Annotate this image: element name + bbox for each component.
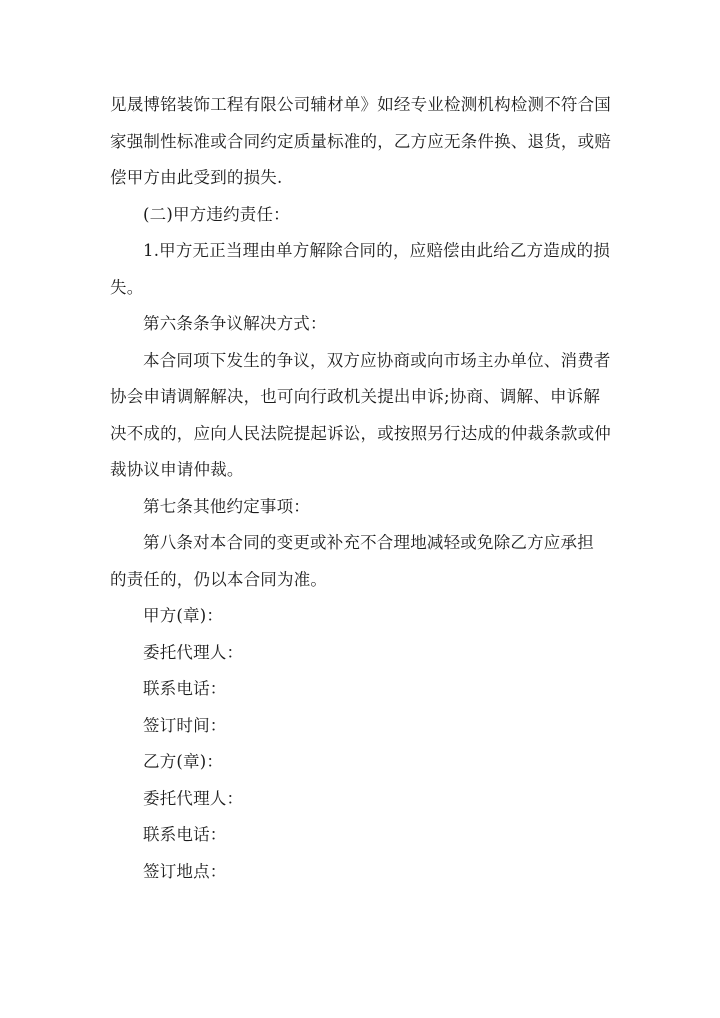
text-line: 本合同项下发生的争议，双方应协商或向市场主办单位、消费者	[143, 350, 611, 370]
signing-time-label: 签订时间：	[143, 715, 227, 735]
party-b-phone-label: 联系电话：	[143, 825, 227, 844]
text-line: 家强制性标准或合同约定质量标准的，乙方应无条件换、退货，或赔	[110, 131, 611, 151]
section-heading-other-terms: 第七条其他约定事项：	[143, 496, 310, 516]
party-a-agent-label: 委托代理人：	[143, 642, 244, 662]
section-heading-party-a-liability: (二)甲方违约责任：	[143, 204, 290, 224]
text-line: 决不成的，应向人民法院提起诉讼，或按照另行达成的仲裁条款或仲	[110, 423, 611, 443]
party-a-phone-label: 联系电话：	[143, 679, 227, 698]
party-a-seal-label: 甲方(章)：	[143, 606, 224, 625]
text-line: 的责任的，仍以本合同为准。	[110, 569, 328, 589]
text-line: 1.甲方无正当理由单方解除合同的，应赔偿由此给乙方造成的损	[143, 241, 611, 260]
paragraph-supplier-liability	[110, 87, 615, 197]
party-b-agent-label: 委托代理人：	[143, 788, 244, 808]
text-line: 偿甲方由此受到的损失.	[110, 168, 283, 187]
signing-place-label: 签订地点：	[143, 861, 227, 881]
text-line: 见晟博铭装饰工程有限公司辅材单》如经专业检测机构检测不符合国	[110, 95, 611, 114]
contract-body	[110, 87, 615, 890]
text-line: 协会申请调解解决，也可向行政机关提出申诉;协商、调解、申诉解	[110, 387, 601, 406]
text-line: 第八条对本合同的变更或补充不合理地减轻或免除乙方应承担	[143, 533, 594, 552]
section-heading-dispute-resolution: 第六条条争议解决方式：	[143, 314, 327, 333]
party-b-seal-label: 乙方(章)：	[143, 752, 224, 771]
text-line: 失。	[110, 277, 144, 297]
paragraph-contract-changes	[110, 525, 615, 598]
paragraph-party-a-termination	[110, 233, 615, 306]
text-line: 裁协议申请仲裁。	[110, 460, 244, 479]
paragraph-dispute-resolution	[110, 343, 615, 489]
